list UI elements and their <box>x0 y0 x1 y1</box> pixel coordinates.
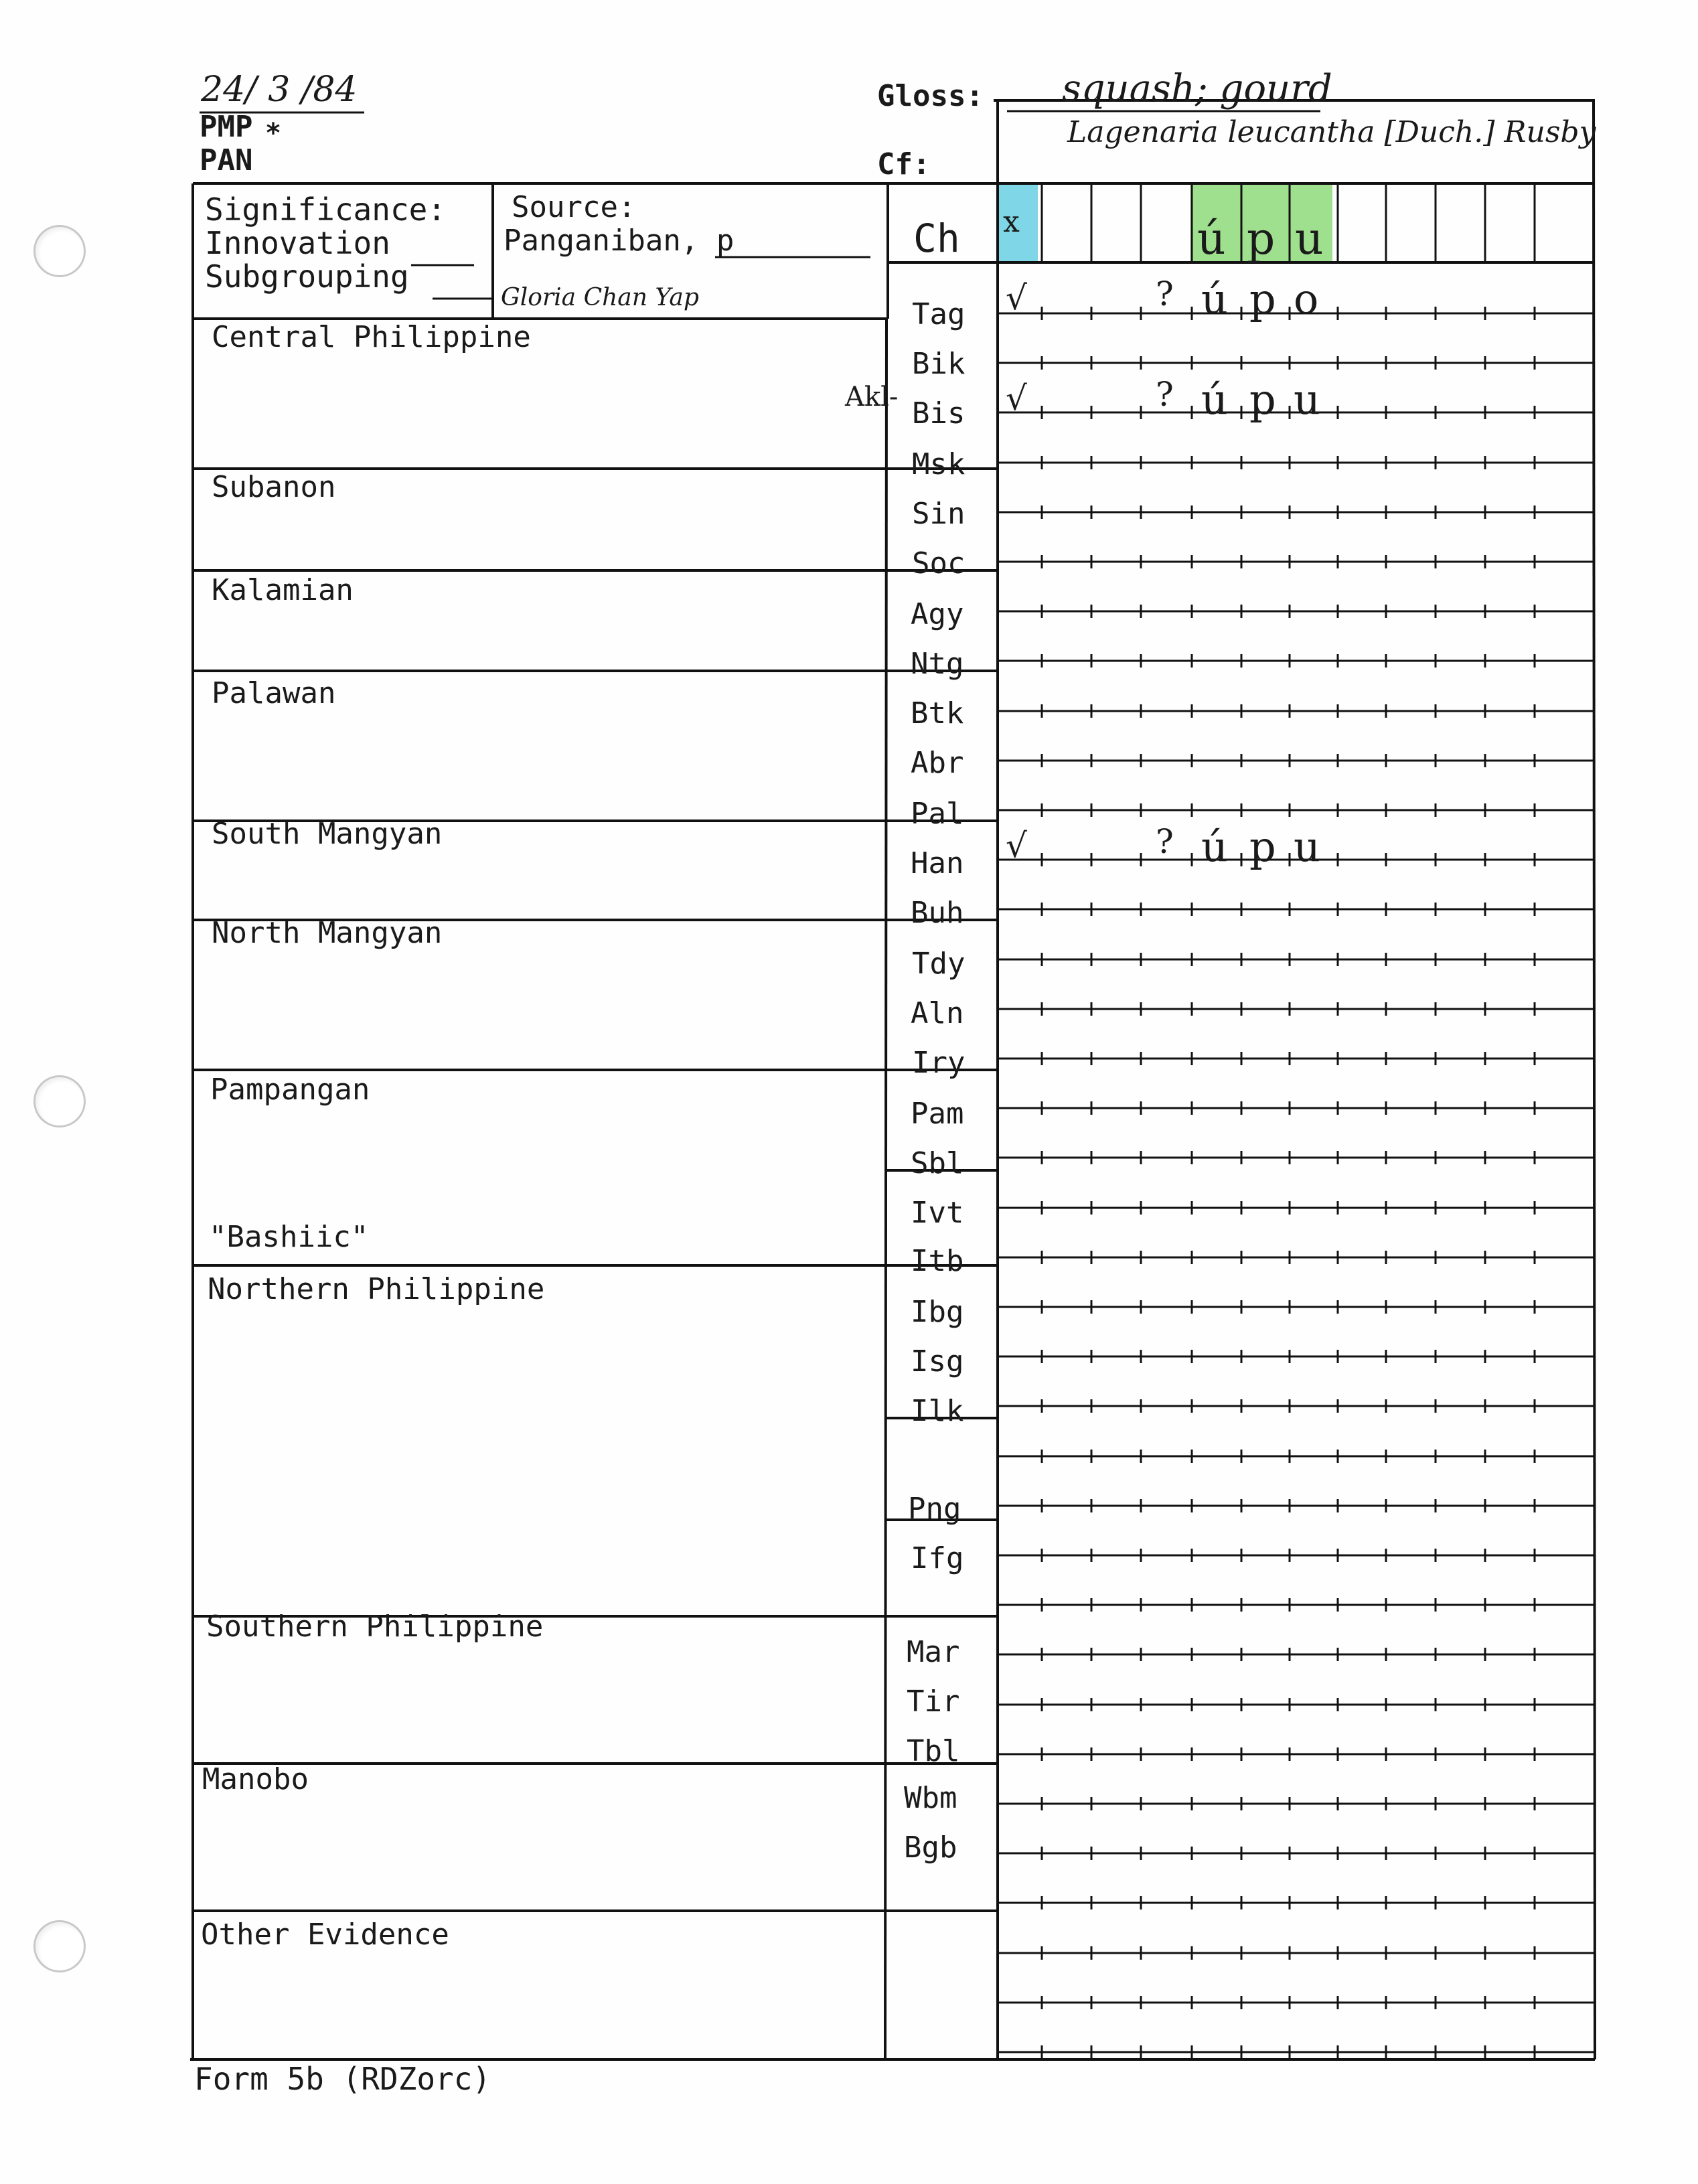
group-southern-philippine: Southern Philippine <box>206 1610 544 1644</box>
entry-letter1-tag: ú <box>1201 275 1228 323</box>
group-palawan: Palawan <box>212 676 336 710</box>
gloss-value: squash; gourd <box>1062 67 1332 110</box>
subgrouping-label: Subgrouping <box>205 258 409 295</box>
ch-label: Ch <box>913 216 960 261</box>
source-value: Panganiban, p <box>504 224 735 258</box>
gloss-label: Gloss: <box>877 79 984 113</box>
ch-letter-1: ú <box>1197 213 1226 264</box>
entry-check-han: √ <box>1006 826 1027 865</box>
group-subanon: Subanon <box>212 470 336 504</box>
entry-letter1-han: ú <box>1201 822 1228 871</box>
group-other-evidence: Other Evidence <box>201 1918 449 1952</box>
lang-ibg: Ibg <box>911 1295 964 1329</box>
entry-letter2-bis: p <box>1249 375 1276 424</box>
lang-bgb: Bgb <box>904 1830 957 1865</box>
lang-aln: Aln <box>911 996 964 1030</box>
group-south-mangyan: South Mangyan <box>212 817 443 851</box>
source-handwritten: Gloria Chan Yap <box>501 284 699 311</box>
lang-isg: Isg <box>911 1344 964 1379</box>
group-northern-philippine: Northern Philippine <box>208 1272 545 1306</box>
form-footer: Form 5b (RDZorc) <box>194 2061 491 2097</box>
group-bashiic: "Bashiic" <box>209 1220 369 1254</box>
pmp-label: PMP <box>200 110 253 144</box>
entry-letter1-bis: ú <box>1201 375 1228 424</box>
lang-ifg: Ifg <box>911 1541 964 1575</box>
lang-tir: Tir <box>907 1685 960 1719</box>
lang-ivt: Ivt <box>911 1196 964 1230</box>
group-pampangan: Pampangan <box>210 1073 370 1107</box>
lang-mar: Mar <box>907 1635 960 1669</box>
entry-letter3-bis: u <box>1294 375 1320 424</box>
asterisk: * <box>265 118 282 149</box>
entry-check-tag: √ <box>1006 279 1027 317</box>
lang-msk: Msk <box>912 447 966 481</box>
lang-tag: Tag <box>912 297 966 331</box>
entry-letter2-tag: p <box>1249 275 1276 323</box>
lang-tdy: Tdy <box>912 947 966 981</box>
significance-label: Significance: <box>205 191 447 228</box>
entry-letter3-han: u <box>1294 822 1320 871</box>
entry-glottal-tag: ? <box>1156 275 1174 313</box>
lang-sbl: Sbl <box>911 1146 964 1180</box>
entry-glottal-bis: ? <box>1156 375 1174 414</box>
group-central-philippine: Central Philippine <box>212 320 531 354</box>
lang-soc: Soc <box>912 546 966 580</box>
lang-sin: Sin <box>912 497 966 531</box>
lang-agy: Agy <box>911 597 964 631</box>
lang-bis: Bis <box>912 396 966 431</box>
group-manobo: Manobo <box>202 1762 309 1796</box>
lang-buh: Buh <box>911 896 964 930</box>
ch-x-mark: x <box>1003 205 1020 239</box>
entry-letter3-tag: o <box>1294 275 1319 323</box>
akl-prefix: Akl- <box>845 382 899 412</box>
lang-ntg: Ntg <box>911 647 964 681</box>
group-north-mangyan: North Mangyan <box>212 916 443 950</box>
pan-label: PAN <box>200 143 253 177</box>
source-label: Source: <box>512 190 636 224</box>
date-handwritten: 24/ 3 /84 <box>201 70 358 110</box>
lang-wbm: Wbm <box>904 1781 957 1815</box>
lang-btk: Btk <box>911 696 964 730</box>
cf-label: Cf: <box>877 147 931 181</box>
entry-letter2-han: p <box>1249 822 1276 871</box>
lang-itb: Itb <box>911 1244 964 1278</box>
ch-letter-2: p <box>1247 213 1276 264</box>
lang-pal: Pal <box>911 797 964 831</box>
lang-bik: Bik <box>912 347 966 381</box>
lang-png: Png <box>908 1492 961 1526</box>
innovation-label: Innovation <box>205 225 390 261</box>
lang-ilk: Ilk <box>911 1394 964 1428</box>
ch-letter-3: u <box>1295 213 1324 264</box>
lang-iry: Iry <box>912 1046 966 1080</box>
lang-tbl: Tbl <box>907 1734 960 1768</box>
cf-value: Lagenaria leucantha [Duch.] Rusby <box>1067 115 1596 149</box>
entry-glottal-han: ? <box>1156 822 1174 861</box>
lang-pam: Pam <box>911 1097 964 1131</box>
lang-abr: Abr <box>911 746 964 780</box>
entry-check-bis: √ <box>1006 379 1027 418</box>
group-kalamian: Kalamian <box>212 573 354 607</box>
lang-han: Han <box>911 846 964 880</box>
